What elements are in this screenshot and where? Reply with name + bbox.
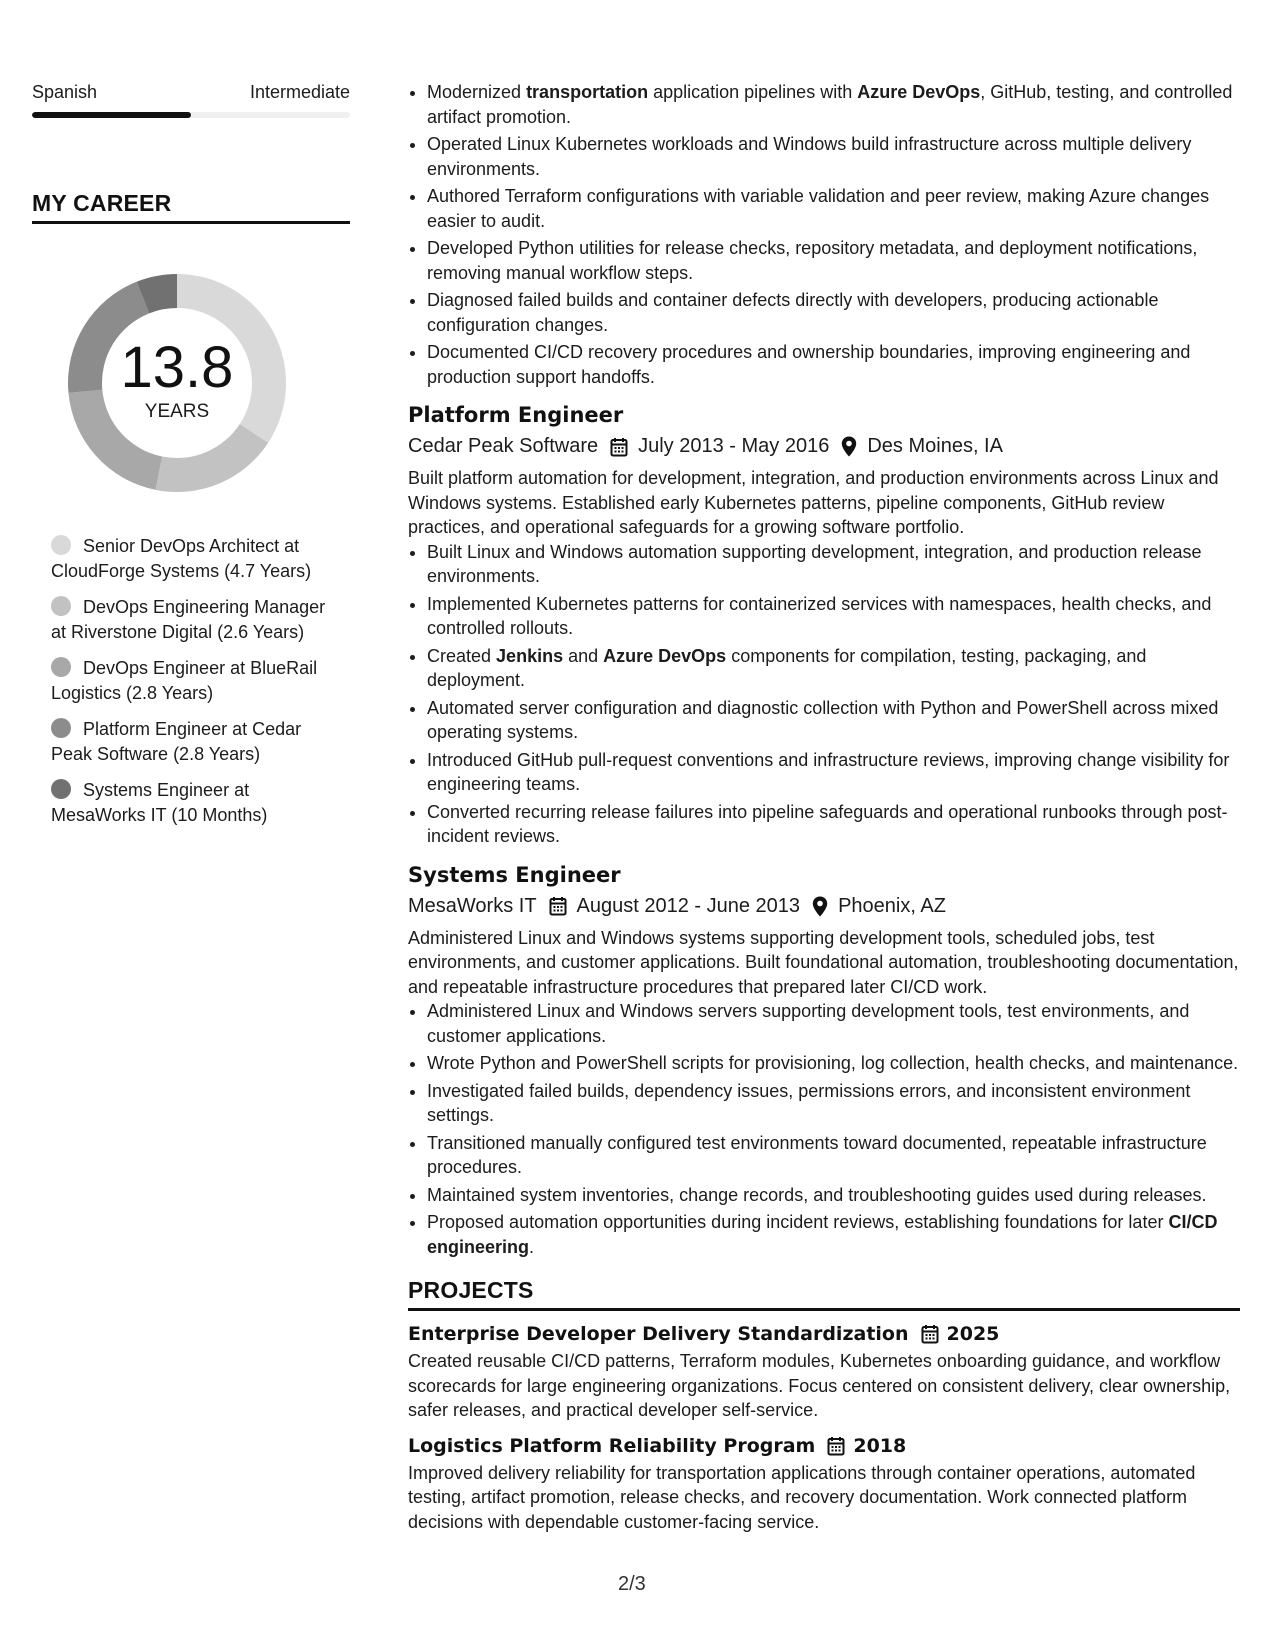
project-entry	[408, 1323, 1240, 1423]
career-legend-item	[51, 656, 341, 706]
bullet-item	[427, 236, 1240, 285]
project-description: Created reusable CI/CD patterns, Terraform modules, Kubernetes onboarding guidance, and workflow scorecards for large engineering organizations. Focus centered on consistent delivery, clear ownership, safer releases, and practical developer self-service.	[408, 1351, 1231, 1420]
job-meta	[408, 435, 1240, 458]
legend-label: DevOps Engineer at BlueRail Logistics (2.8 Years)	[51, 658, 318, 703]
projects-list	[408, 1323, 1240, 1534]
bullet-text: Diagnosed failed builds and container defects directly with developers, producing actionable configuration changes.	[427, 290, 1159, 335]
projects-section-title: PROJECTS	[408, 1277, 534, 1303]
job-title: Platform Engineer	[408, 403, 624, 427]
legend-dot	[51, 596, 71, 616]
bullet-text: Administered Linux and Windows servers supporting development tools, test environments, and customer applications.	[427, 1001, 1190, 1046]
project-year: 2018	[853, 1434, 907, 1457]
bullet-item	[427, 1183, 1240, 1208]
bullet-item	[427, 288, 1240, 337]
main-content	[408, 80, 1240, 1534]
bullet-text: Converted recurring release failures into pipeline safeguards and operational runbooks through post-incident reviews.	[427, 801, 1228, 846]
bullet-item	[427, 999, 1240, 1048]
career-legend-item	[51, 717, 341, 767]
job-entry	[408, 863, 1240, 1260]
location-pin-icon	[841, 436, 857, 457]
bullet-item	[427, 644, 1240, 693]
legend-dot	[51, 535, 71, 555]
page-number: 2/3	[618, 1573, 646, 1595]
bullet-item	[427, 696, 1240, 745]
calendar-icon	[921, 1324, 939, 1344]
bullet-text: Developed Python utilities for release checks, repository metadata, and deployment notifications, removing manual workflow steps.	[427, 238, 1198, 283]
calendar-icon	[827, 1436, 845, 1456]
career-section	[32, 190, 350, 828]
language-name: Spanish	[32, 82, 98, 102]
sidebar	[32, 80, 350, 839]
bullet-emphasis: transportation	[526, 82, 649, 102]
career-legend-item	[51, 595, 341, 645]
job-dates: August 2012 - June 2013	[576, 894, 801, 917]
previous-job-bullets	[408, 80, 1240, 389]
job-description: Built platform automation for development, integration, and production environments across Linux and Windows systems. Established early Kubernetes patterns, pipeline components, GitHub review practices, and operational safeguards for a growing software portfolio.	[408, 468, 1219, 537]
calendar-icon	[549, 896, 567, 916]
job-entry	[408, 403, 1240, 849]
project-entry	[408, 1435, 1240, 1535]
bullet-item	[427, 1210, 1240, 1259]
legend-dot	[51, 657, 71, 677]
career-legend-item	[51, 534, 341, 584]
bullet-item	[427, 1051, 1240, 1076]
bullet-text: Modernized	[427, 82, 527, 102]
bullet-emphasis: Azure DevOps	[857, 82, 981, 102]
job-location: Phoenix, AZ	[838, 894, 946, 917]
project-description: Improved delivery reliability for transportation applications through container operations, automated testing, artifact promotion, release checks, and recovery documentation. Work connected platform decisions with dependable customer-facing service.	[408, 1462, 1196, 1532]
language-item	[32, 80, 350, 118]
project-year: 2025	[946, 1323, 1000, 1345]
project-title: Enterprise Developer Delivery Standardization	[408, 1323, 909, 1345]
job-dates: July 2013 - May 2016	[638, 435, 830, 457]
bullet-text: application pipelines with	[648, 82, 858, 102]
company-name: MesaWorks IT	[408, 894, 537, 917]
bullet-emphasis: Jenkins	[496, 645, 564, 666]
job-location: Des Moines, IA	[867, 435, 1003, 457]
language-level: Intermediate	[249, 82, 350, 102]
bullet-text: Operated Linux Kubernetes workloads and Windows build infrastructure across multiple delivery environments.	[427, 134, 1192, 179]
bullet-item	[427, 800, 1240, 849]
career-section-rule	[32, 221, 350, 224]
bullet-item	[427, 80, 1240, 129]
career-legend	[51, 534, 341, 828]
bullet-emphasis: Azure DevOps	[603, 645, 727, 666]
calendar-icon	[610, 437, 628, 457]
bullet-text: Built Linux and Windows automation supporting development, integration, and production release environments.	[427, 541, 1202, 586]
donut-center	[62, 268, 292, 498]
company-name: Cedar Peak Software	[408, 435, 599, 457]
total-years-value: 13.8	[120, 335, 234, 400]
bullet-text: Documented CI/CD recovery procedures and ownership boundaries, improving engineering and production support handoffs.	[427, 342, 1191, 387]
career-legend-item	[51, 778, 341, 828]
bullet-emphasis: CI/CD engineering	[427, 1212, 1218, 1257]
bullet-text: Implemented Kubernetes patterns for containerized services with namespaces, health checks, and controlled rollouts.	[427, 593, 1212, 638]
bullet-item	[427, 132, 1240, 181]
job-bullets	[408, 999, 1240, 1259]
job-description: Administered Linux and Windows systems supporting development tools, scheduled jobs, test environments, and customer applications. Built foundational automation, troubleshooting documentation, and repeatable infrastructure procedures that prepared later CI/CD work.	[408, 927, 1239, 997]
language-proficiency-fill	[32, 112, 191, 118]
legend-label: Platform Engineer at Cedar Peak Software (2.8 Years)	[51, 719, 302, 764]
project-heading	[408, 1435, 1240, 1457]
projects-section-rule	[408, 1308, 1240, 1311]
bullet-item	[427, 1131, 1240, 1180]
bullet-item	[427, 1079, 1240, 1128]
job-bullets	[408, 540, 1240, 849]
legend-label: Senior DevOps Architect at CloudForge Systems (4.7 Years)	[51, 536, 312, 581]
job-meta	[408, 895, 1240, 918]
experience-list	[408, 403, 1240, 1259]
projects-section	[408, 1277, 1240, 1534]
bullet-text: .	[529, 1236, 535, 1257]
career-section-title: MY CAREER	[32, 190, 172, 216]
legend-dot	[51, 718, 71, 738]
bullet-text: Investigated failed builds, dependency issues, permissions errors, and inconsistent environment settings.	[427, 1080, 1191, 1125]
bullet-item	[427, 184, 1240, 233]
bullet-item	[427, 748, 1240, 797]
bullet-text: Authored Terraform configurations with variable validation and peer review, making Azure changes easier to audit.	[427, 186, 1210, 231]
bullet-text: , GitHub, testing, and controlled artifact promotion.	[427, 82, 1233, 127]
bullet-item	[427, 340, 1240, 389]
bullet-item	[427, 540, 1240, 589]
bullet-text: Transitioned manually configured test environments toward documented, repeatable infrastructure procedures.	[427, 1132, 1207, 1177]
job-title: Systems Engineer	[408, 862, 621, 887]
location-pin-icon	[812, 896, 828, 917]
bullet-text: and	[563, 645, 604, 666]
career-donut-chart	[62, 268, 292, 498]
bullet-text: Created	[427, 645, 497, 666]
legend-dot	[51, 779, 71, 799]
bullet-text: Automated server configuration and diagnostic collection with Python and PowerShell across mixed operating systems.	[427, 697, 1219, 742]
bullet-text: components for compilation, testing, packaging, and deployment.	[427, 645, 1147, 690]
project-title: Logistics Platform Reliability Program	[408, 1434, 816, 1457]
project-heading	[408, 1323, 1240, 1345]
bullet-text: Introduced GitHub pull-request conventions and infrastructure reviews, improving change visibility for engineering teams.	[427, 749, 1230, 794]
total-years-unit: YEARS	[144, 401, 210, 422]
bullet-text: Maintained system inventories, change records, and troubleshooting guides used during releases.	[427, 1184, 1207, 1205]
bullet-text: Proposed automation opportunities during incident reviews, establishing foundations for later	[427, 1212, 1169, 1232]
bullet-text: Wrote Python and PowerShell scripts for provisioning, log collection, health checks, and maintenance.	[427, 1053, 1239, 1073]
language-proficiency-bar	[32, 112, 350, 118]
legend-label: DevOps Engineering Manager at Riverstone Digital (2.6 Years)	[51, 597, 326, 642]
legend-label: Systems Engineer at MesaWorks IT (10 Months)	[51, 780, 268, 825]
bullet-item	[427, 592, 1240, 641]
